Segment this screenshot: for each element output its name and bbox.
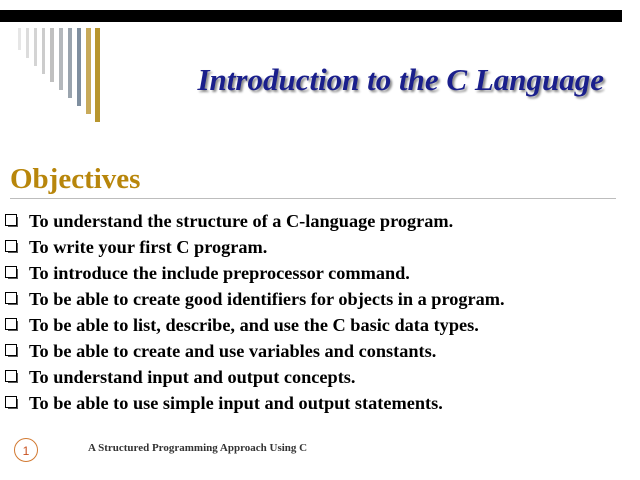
section-heading: Objectives (10, 163, 141, 195)
objective-text: To be able to use simple input and output statements. (29, 393, 443, 413)
objective-text: To be able to create good identifiers for objects in a program. (29, 289, 505, 309)
objective-text: To be able to create and use variables and constants. (29, 341, 437, 361)
objective-text: To be able to list, describe, and use the C basic data types. (29, 315, 479, 335)
heading-divider (10, 198, 616, 199)
objectives-list (5, 208, 505, 416)
footer-text: A Structured Programming Approach Using C (88, 442, 308, 454)
checkbox-bullet-icon (5, 396, 17, 408)
top-border-bar (0, 10, 622, 22)
checkbox-bullet-icon (5, 266, 17, 278)
checkbox-bullet-icon (5, 318, 17, 330)
list-item (5, 208, 505, 234)
list-item (5, 338, 505, 364)
list-item (5, 286, 505, 312)
slide-title: Introduction to the C Language (197, 62, 604, 97)
objective-text: To understand the structure of a C-language program. (29, 211, 454, 231)
checkbox-bullet-icon (5, 214, 17, 226)
list-item (5, 390, 505, 416)
objective-text: To introduce the include preprocessor command. (29, 263, 410, 283)
objective-text: To understand input and output concepts. (29, 367, 356, 387)
list-item (5, 234, 505, 260)
checkbox-bullet-icon (5, 292, 17, 304)
objective-text: To write your first C program. (29, 237, 268, 257)
list-item (5, 312, 505, 338)
page-number: 1 (14, 438, 38, 462)
checkbox-bullet-icon (5, 240, 17, 252)
checkbox-bullet-icon (5, 370, 17, 382)
list-item (5, 364, 505, 390)
checkbox-bullet-icon (5, 344, 17, 356)
list-item (5, 260, 505, 286)
